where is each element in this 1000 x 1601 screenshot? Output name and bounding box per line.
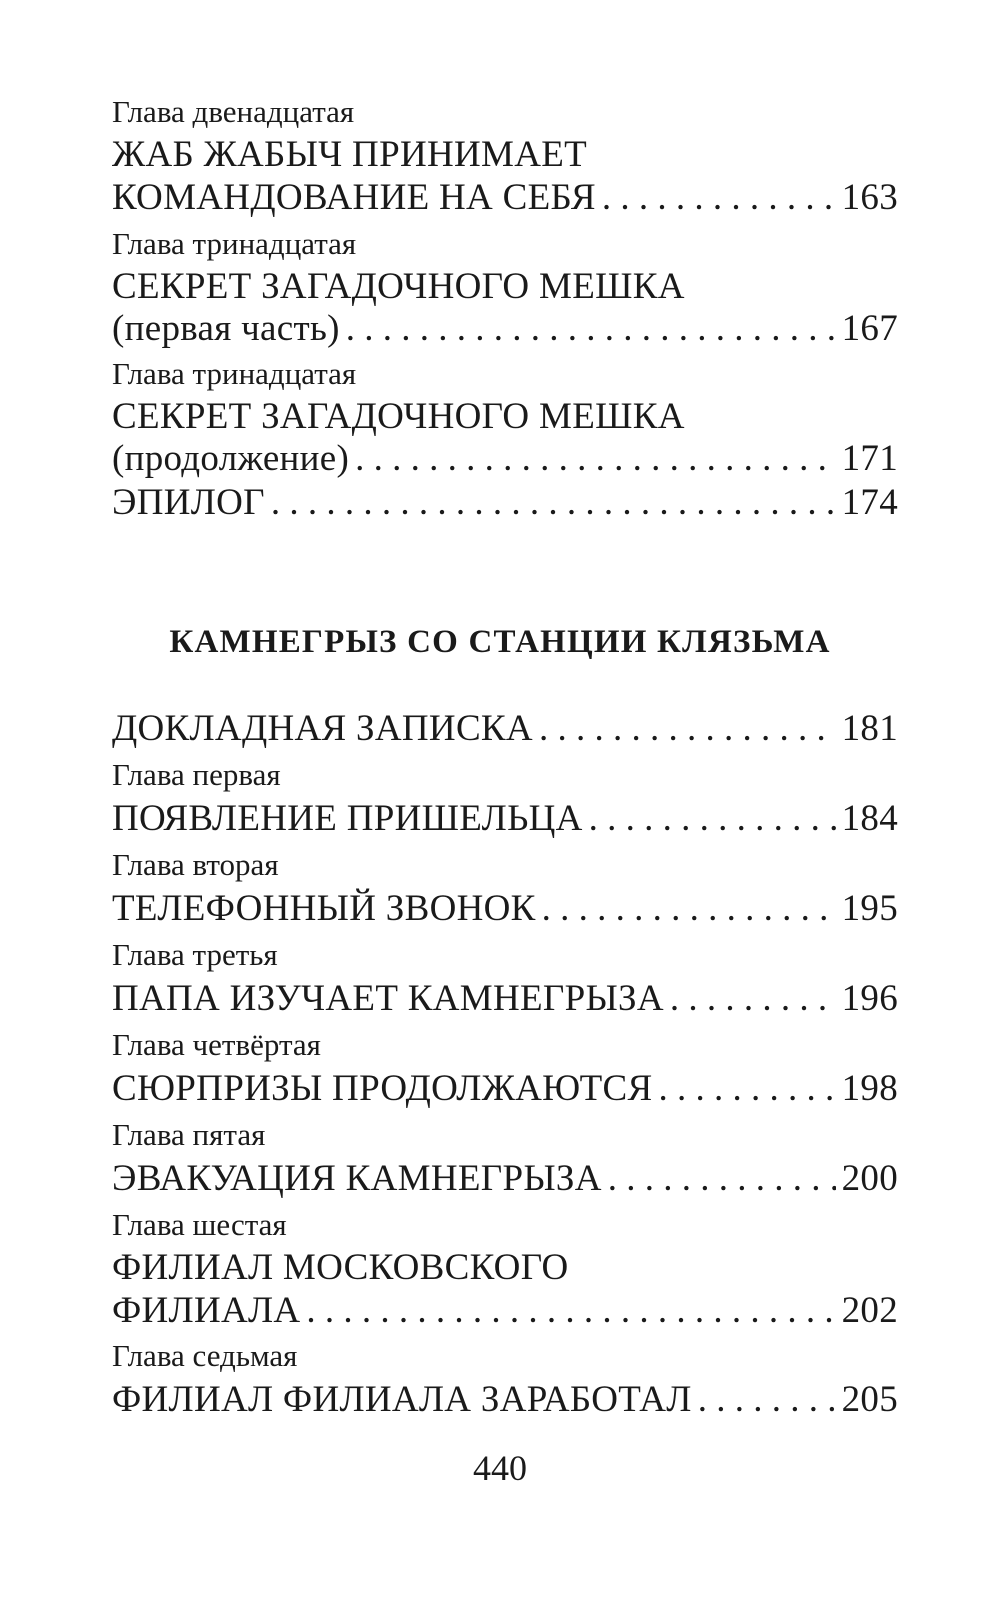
chapter-label: Глава вторая — [112, 847, 279, 882]
chapter-label: Глава тринадцатая — [112, 226, 357, 261]
toc-entry — [112, 798, 898, 840]
page-ref: 196 — [841, 978, 898, 1019]
page-ref: 174 — [841, 482, 898, 523]
toc-entry — [112, 177, 898, 219]
chapter-label: Глава пятая — [112, 1117, 266, 1152]
dot-leader — [658, 1068, 835, 1110]
dot-leader — [346, 308, 836, 350]
dot-leader — [355, 438, 835, 480]
toc-entry — [112, 888, 898, 930]
page-ref: 205 — [841, 1379, 898, 1420]
page-ref: 200 — [841, 1158, 898, 1199]
entry-title: (первая часть) — [112, 308, 340, 349]
page-ref: 202 — [841, 1290, 898, 1331]
page-ref: 181 — [841, 708, 898, 749]
entry-title-line: ФИЛИАЛ МОСКОВСКОГО — [112, 1247, 569, 1288]
page-ref: 184 — [841, 798, 898, 839]
dot-leader — [539, 708, 836, 750]
toc-entry — [112, 1068, 898, 1110]
page-ref: 163 — [841, 177, 898, 218]
page-ref: 171 — [841, 438, 898, 479]
entry-title: КОМАНДОВАНИЕ НА СЕБЯ — [112, 177, 596, 218]
toc-entry — [112, 482, 898, 524]
chapter-label: Глава тринадцатая — [112, 356, 357, 391]
dot-leader — [670, 978, 836, 1020]
chapter-label: Глава шестая — [112, 1207, 287, 1242]
entry-title: ЭПИЛОГ — [112, 482, 265, 523]
dot-leader — [306, 1290, 835, 1332]
page-ref: 167 — [841, 308, 898, 349]
toc-entry — [112, 708, 898, 750]
page-ref: 195 — [841, 888, 898, 929]
entry-title: ФИЛИАЛА — [112, 1290, 301, 1331]
page-ref: 198 — [841, 1068, 898, 1109]
toc-entry — [112, 978, 898, 1020]
chapter-label: Глава первая — [112, 757, 281, 792]
chapter-label: Глава четвёртая — [112, 1027, 321, 1062]
entry-title: ТЕЛЕФОННЫЙ ЗВОНОК — [112, 888, 536, 929]
entry-title: ЭВАКУАЦИЯ КАМНЕГРЫЗА — [112, 1158, 602, 1199]
section-title: КАМНЕГРЫЗ СО СТАНЦИИ КЛЯЗЬМА — [169, 624, 831, 660]
chapter-label: Глава седьмая — [112, 1338, 298, 1373]
entry-title: ПОЯВЛЕНИЕ ПРИШЕЛЬЦА — [112, 798, 583, 839]
dot-leader — [542, 888, 836, 930]
toc-entry — [112, 1379, 898, 1421]
entry-title: СЮРПРИЗЫ ПРОДОЛЖАЮТСЯ — [112, 1068, 653, 1109]
entry-title-line: СЕКРЕТ ЗАГАДОЧНОГО МЕШКА — [112, 266, 685, 307]
toc-entry — [112, 1290, 898, 1332]
dot-leader — [698, 1379, 836, 1421]
dot-leader — [608, 1158, 836, 1200]
toc-entry — [112, 1158, 898, 1200]
entry-title-line: СЕКРЕТ ЗАГАДОЧНОГО МЕШКА — [112, 396, 685, 437]
dot-leader — [589, 798, 836, 840]
chapter-label: Глава двенадцатая — [112, 94, 355, 129]
page-number: 440 — [473, 1448, 527, 1488]
entry-title: ДОКЛАДНАЯ ЗАПИСКА — [112, 708, 533, 749]
toc-entry — [112, 438, 898, 480]
entry-title: (продолжение) — [112, 438, 350, 479]
chapter-label: Глава третья — [112, 937, 278, 972]
entry-title-line: ЖАБ ЖАБЫЧ ПРИНИМАЕТ — [112, 134, 588, 175]
dot-leader — [602, 177, 836, 219]
entry-title: ПАПА ИЗУЧАЕТ КАМНЕГРЫЗА — [112, 978, 664, 1019]
entry-title: ФИЛИАЛ ФИЛИАЛА ЗАРАБОТАЛ — [112, 1379, 692, 1420]
dot-leader — [271, 482, 836, 524]
toc-entry — [112, 308, 898, 350]
